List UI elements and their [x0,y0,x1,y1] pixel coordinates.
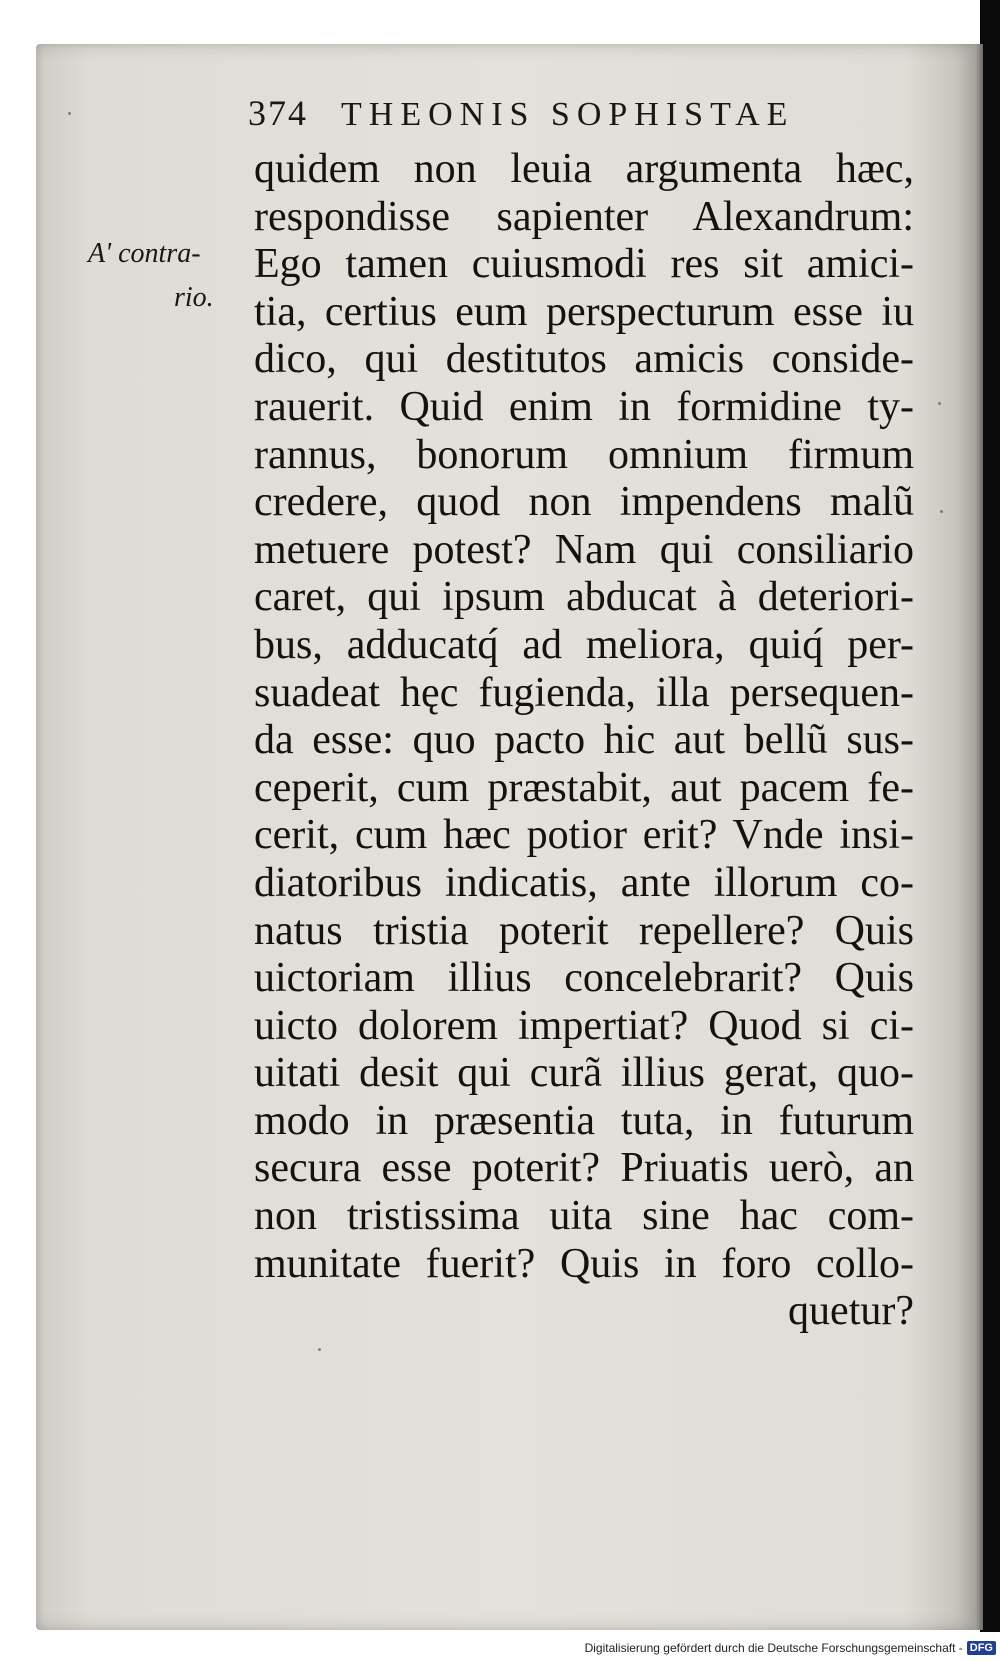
text-line: tia, certius eum perspecturum esse iu [254,288,914,335]
text-line: natus tristia poterit repellere? Quis [254,907,914,954]
text-line: dico, qui destitutos amicis conside- [254,336,914,383]
text-line: caret, qui ipsum abducat à deteriori- [254,574,914,621]
scanner-background [980,0,1000,1632]
digitization-credit [585,1637,996,1659]
text-line: uitati desit qui curã illius gerat, quo- [254,1050,914,1097]
paper-speck [68,112,71,115]
page-number: 374 [248,93,308,133]
text-line: Ego tamen cuiusmodi res sit amici- [254,241,914,288]
text-line: metuere potest? Nam qui consiliario [254,526,914,573]
catchword: quetur? [788,1288,914,1335]
body-text [254,146,914,1336]
text-line: munitate fuerit? Quis in foro collo- [254,1240,914,1287]
dfg-logo: DFG [967,1641,996,1655]
paper-speck [318,1348,321,1351]
page-edge [975,44,983,1630]
text-line: quidem non leuia argumenta hæc, [254,146,914,192]
marginal-note-line: A' contra- [88,238,201,269]
paper-speck [940,510,943,513]
text-line: credere, quod non impendens malũ [254,479,914,526]
running-title: THEONIS SOPHISTAE [341,96,795,133]
text-line: modo in præsentia tuta, in futurum [254,1097,914,1144]
text-line: bus, adducatq́ ad meliora, quiq́ per- [254,621,914,668]
text-line: rauerit. Quid enim in formidine ty- [254,383,914,430]
text-line: secura esse poterit? Priuatis uerò, an [254,1145,914,1192]
text-line: suadeat hęc fugienda, illa persequen- [254,669,914,716]
credit-text: Digitalisierung gefördert durch die Deutsche Forschungsgemeinschaft - [584,1641,963,1655]
text-line: cerit, cum hæc potior erit? Vnde insi- [254,812,914,859]
text-line: respondisse sapienter Alexandrum: [254,193,914,240]
text-line: non tristissima uita sine hac com- [254,1193,914,1240]
paper-speck [938,402,941,405]
text-line: uictoriam illius concelebrarit? Quis [254,955,914,1002]
marginal-note [88,232,248,320]
running-head [248,92,888,134]
text-line: ceperit, cum præstabit, aut pacem fe- [254,764,914,811]
text-line: da esse: quo pacto hic aut bellũ sus- [254,717,914,764]
text-line: diatoribus indicatis, ante illorum co- [254,859,914,906]
marginal-note-line: rio. [174,282,214,313]
text-line: uicto dolorem impertiat? Quod si ci- [254,1002,914,1049]
text-line: rannus, bonorum omnium firmum [254,431,914,478]
